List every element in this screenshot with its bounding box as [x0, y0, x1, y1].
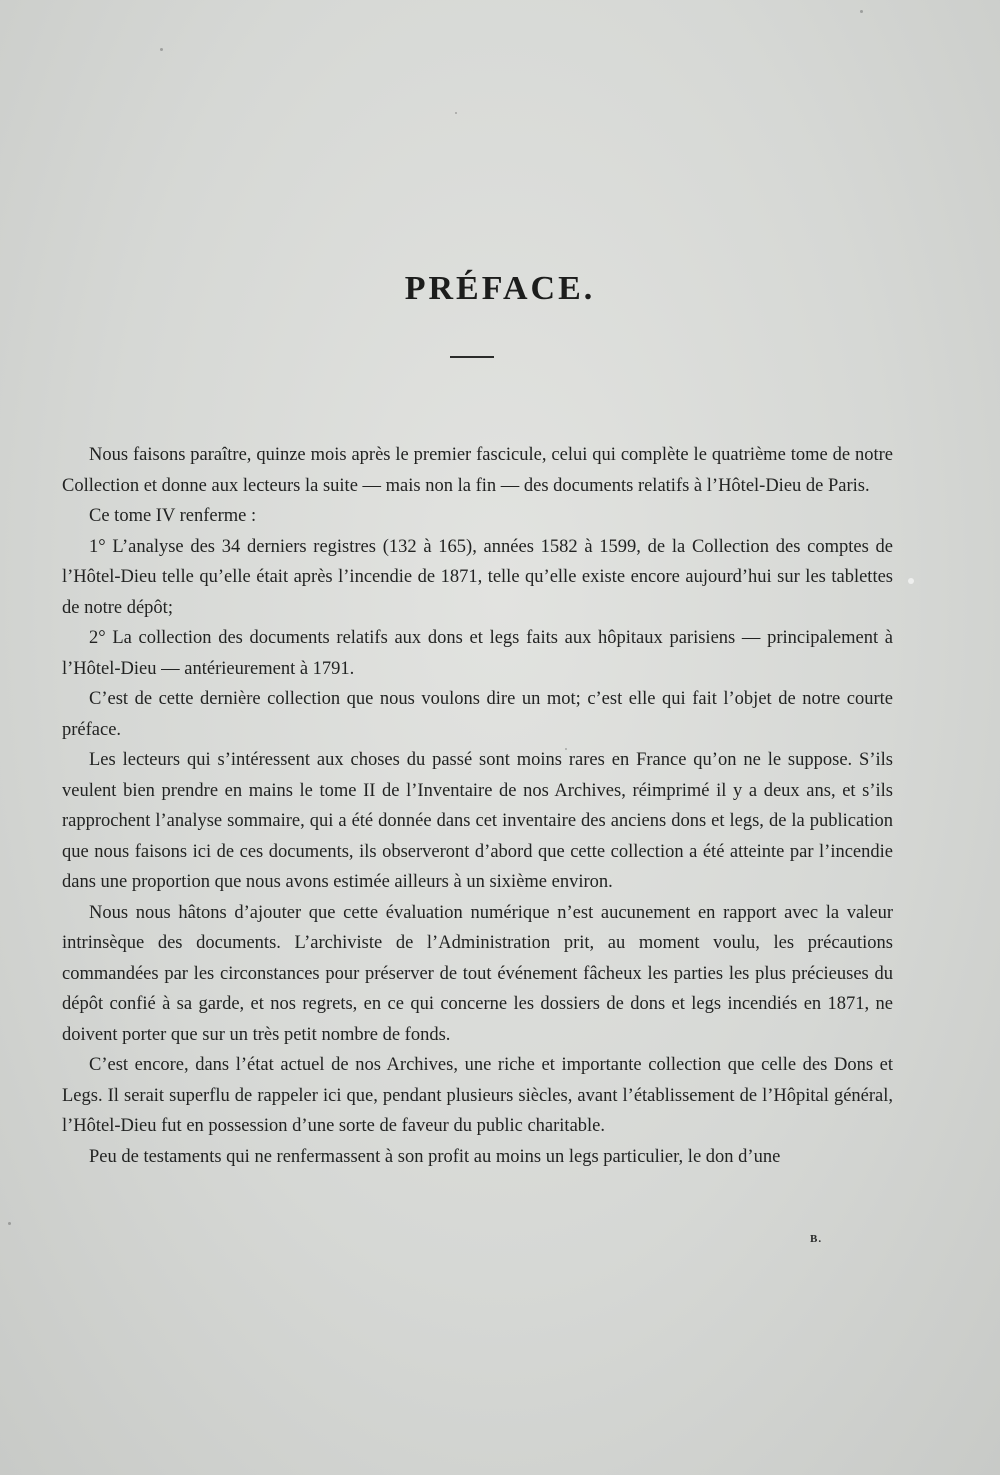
paragraph: Les lecteurs qui s’intéressent aux choses du passé sont moins rares en France qu’on ne le suppose. S’ils veulent bien prendre en mains le tome II de l’Inventaire de nos Archives, réimprimé il y a deux ans, et s’ils rapprochent l’analyse sommaire, qui a été donnée dans cet inventaire des anciens dons et legs, de la publication que nous faisons ici de ces documents, ils observeront d’abord que cette collection a été atteinte par l’incendie dans une proportion que nous avons estimée ailleurs à un sixième environ.: [62, 750, 893, 892]
page-title: PRÉFACE.: [404, 270, 596, 307]
paper-speck: [455, 112, 457, 114]
paper-speck: [860, 10, 863, 13]
preface-body: [62, 440, 893, 1172]
paper-speck: [8, 1222, 11, 1225]
paragraph: C’est de cette dernière collection que nous voulons dire un mot; c’est elle qui fait l’objet de notre courte préface.: [62, 689, 893, 740]
paragraph: Ce tome IV renferme :: [89, 506, 257, 526]
paragraph: Peu de testaments qui ne renfermassent à son profit au moins un legs particulier, le don d’une: [89, 1146, 781, 1167]
title-rule: [450, 356, 494, 358]
paragraph: Nous nous hâtons d’ajouter que cette évaluation numérique n’est aucunement en rapport avec la valeur intrinsèque des documents. L’archiviste de l’Administration prit, au moment voulu, les précautions commandées par les circonstances pour préserver de tout événement fâcheux les parties les plus précieuses du dépôt confié à sa garde, et nos regrets, en ce qui concerne les dossiers de dons et legs incendiés en 1871, ne doivent porter que sur un très petit nombre de fonds.: [62, 902, 893, 1045]
paragraph: 2° La collection des documents relatifs aux dons et legs faits aux hôpitaux parisiens — principalement à l’Hôtel-Dieu — antérieurement à 1791.: [62, 628, 893, 679]
paragraph: Nous faisons paraître, quinze mois après le premier fascicule, celui qui complète le quatrième tome de notre Collection et donne aux lecteurs la suite — mais non la fin — des documents relatifs à l’Hôtel-Dieu de Paris.: [62, 445, 893, 496]
bleed-through-texture: [60, 115, 920, 177]
paragraph: 1° L’analyse des 34 derniers registres (132 à 165), années 1582 à 1599, de la Collection des comptes de l’Hôtel-Dieu telle qu’elle était après l’incendie de 1871, telle qu’elle existe encore aujourd’hui sur les tablettes de notre dépôt;: [62, 536, 893, 618]
paper-speck: [160, 48, 163, 51]
signature-mark: B.: [810, 1233, 823, 1245]
paper-speck: [565, 748, 567, 750]
paragraph: C’est encore, dans l’état actuel de nos Archives, une riche et importante collection que celle des Dons et Legs. Il serait superflu de rappeler ici que, pendant plusieurs siècles, avant l’établissement de l’Hôpital général, l’Hôtel-Dieu fut en possession d’une sorte de faveur du public charitable.: [62, 1055, 893, 1136]
paper-speck: [908, 578, 914, 584]
